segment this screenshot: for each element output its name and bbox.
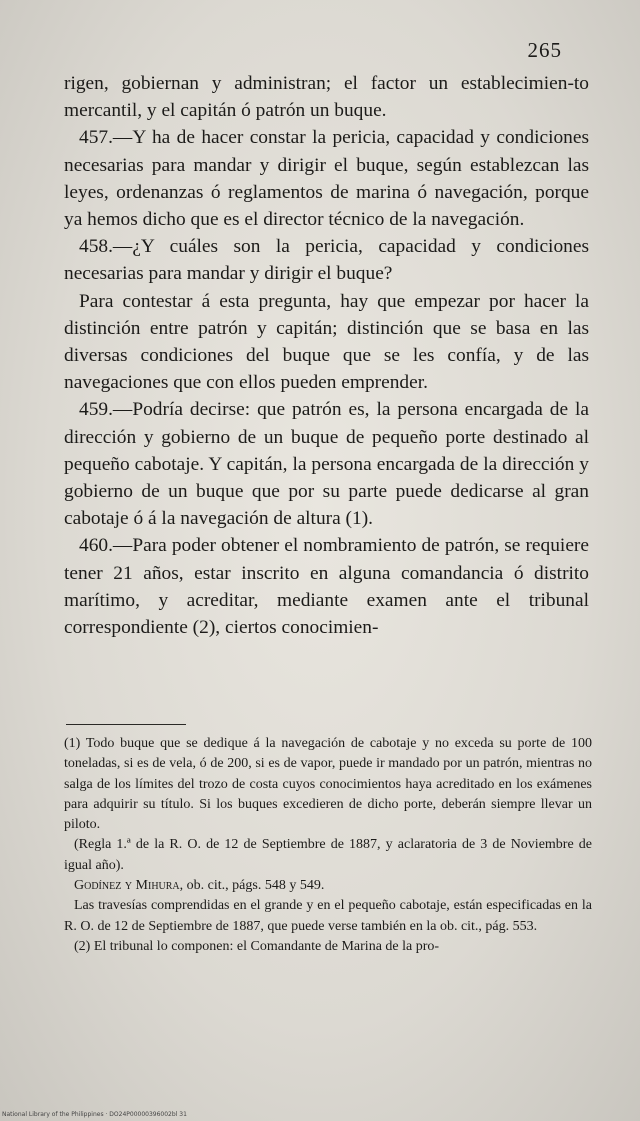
footnote-1-travesias: Las travesías comprendidas en el grande y en el pequeño cabotaje, están especificadas en la R. O. de 12 de Septiembre de 1887, que puede verse también en la ob. cit., pág. 553.: [64, 898, 592, 934]
footnote-1-authors: Godínez y Mihura: [74, 878, 180, 894]
footnote-1-regla: (Regla 1.ª de la R. O. de 12 de Septiembre de 1887, y aclaratoria de 3 de Noviembre de igual año).: [64, 837, 592, 873]
paragraph-457: 457.—Y ha de hacer constar la pericia, capacidad y condiciones necesarias para mandar y dirigir el buque, según establezcan las leyes, ordenanzas ó reglamentos de marina ó navegación, porque ya hemos dicho que es el director técnico de la navegación.: [64, 127, 589, 231]
scan-footer: National Library of the Philippines · DO24P00000396002bl 31: [2, 1111, 187, 1118]
footnote-1-citation-text: , ob. cit., págs. 548 y 549.: [179, 878, 325, 894]
paragraph-458: 458.—¿Y cuáles son la pericia, capacidad y condiciones necesarias para mandar y dirigir el buque?: [64, 236, 589, 285]
page-number: 265: [527, 38, 562, 62]
paragraph-456-continuation: rigen, gobiernan y administran; el factor un establecimien-to mercantil, y el capitán ó patrón un buque.: [64, 73, 589, 122]
paragraph-458-answer: Para contestar á esta pregunta, hay que empezar por hacer la distinción entre patrón y capitán; distinción que se basa en las diversas condiciones del buque que se les confía, y de las navegaciones que con ellos pueden emprender.: [64, 290, 589, 394]
paragraph-459: 459.—Podría decirse: que patrón es, la persona encargada de la dirección y gobierno de un buque de pequeño porte destinado al pequeño cabotaje. Y capitán, la persona encargada de la dirección y gobierno de un buque que por su parte puede dedicarse al gran cabotaje ó á la navegación de altura (1).: [64, 399, 589, 530]
paragraph-460: 460.—Para poder obtener el nombramiento de patrón, se requiere tener 21 años, estar inscrito en alguna comandancia ó distrito marítimo, y acreditar, mediante examen ante el tribunal correspondiente (2), ciertos conocimien-: [64, 535, 589, 639]
main-text: [64, 70, 589, 641]
footnote-1: (1) Todo buque que se dedique á la navegación de cabotaje y no exceda su porte de 100 toneladas, si es de vela, ó de 200, si es de vapor, puede ir mandado por un patrón, mientras no salga de los límites del trozo de costa cuyos conocimientos haya acreditado en los exámenes para adquirir su título. Si los buques excedieren de dicho porte, deberán siempre llevar un piloto.: [64, 736, 592, 833]
footnote-2: (2) El tribunal lo componen: el Comandante de Marina de la pro-: [74, 938, 440, 954]
footnote-separator: [66, 724, 186, 725]
footnote-1-citation: [64, 876, 592, 896]
footnotes: [64, 734, 592, 957]
